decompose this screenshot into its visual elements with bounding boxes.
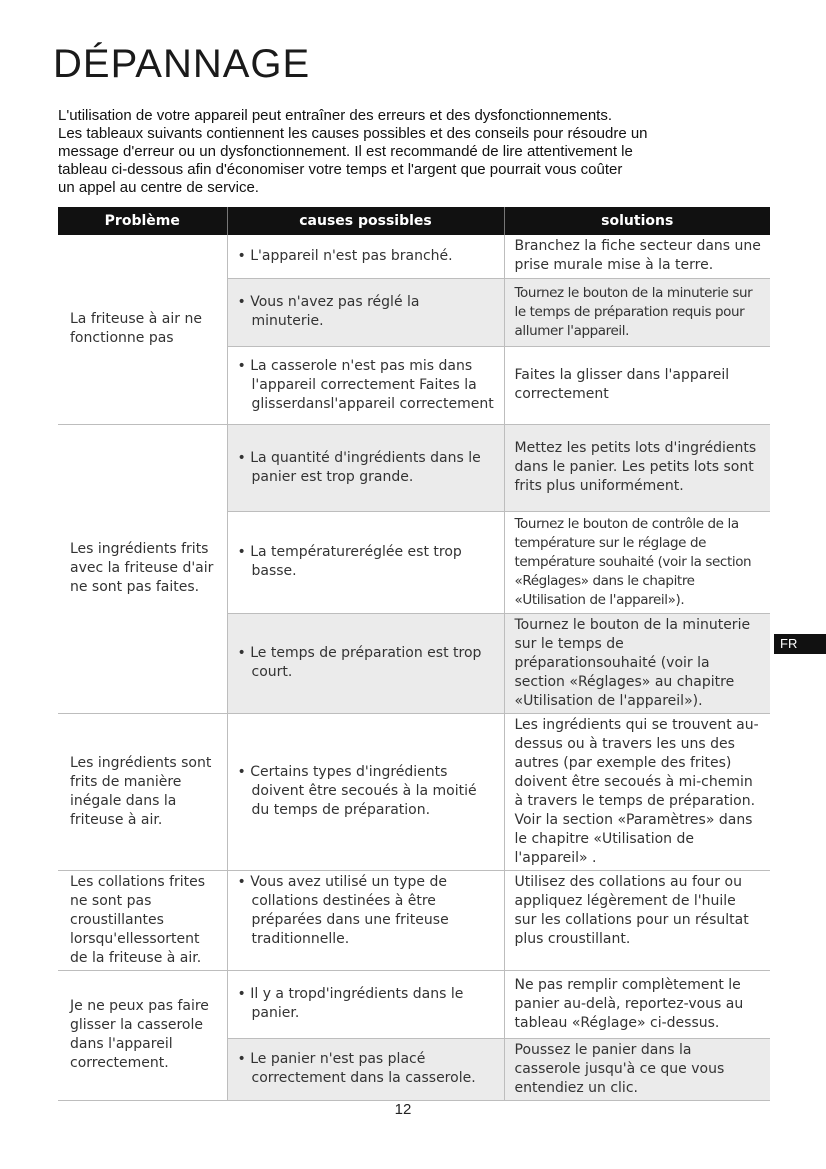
- problem-cell: Les ingrédients sont frits de manière inégale dans la friteuse à air.: [58, 713, 227, 870]
- cause-cell: [227, 613, 504, 713]
- cause-cell: [227, 870, 504, 970]
- cause-cell: [227, 1038, 504, 1100]
- language-tab: FR: [774, 634, 826, 654]
- table-row: [58, 235, 770, 278]
- cause-text: • Le temps de préparation est trop court.: [238, 644, 495, 682]
- cause-text: • La quantité d'ingrédients dans le panier est trop grande.: [238, 449, 495, 487]
- problem-cell: Les collations frites ne sont pas croustillantes lorsqu'ellessortent de la friteuse à air.: [58, 870, 227, 970]
- cause-cell: [227, 278, 504, 346]
- cause-cell: [227, 424, 504, 511]
- cause-text: • Le panier n'est pas placé correctement dans la casserole.: [238, 1050, 495, 1088]
- table-row: [58, 713, 770, 870]
- page-title: DÉPANNAGE: [53, 42, 311, 86]
- solution-cell: Mettez les petits lots d'ingrédients dans le panier. Les petits lots sont frits plus uniformément.: [504, 424, 770, 511]
- cause-text: • L'appareil n'est pas branché.: [238, 247, 495, 266]
- cause-text: • La températureréglée est trop basse.: [238, 543, 495, 581]
- solution-cell: Tournez le bouton de la minuterie sur le temps de préparation requis pour allumer l'appareil.: [504, 278, 770, 346]
- solution-cell: Faites la glisser dans l'appareil correctement: [504, 346, 770, 424]
- problem-cell: Je ne peux pas faire glisser la casserole dans l'appareil correctement.: [58, 970, 227, 1100]
- header-solutions: solutions: [504, 207, 770, 235]
- solution-cell: Tournez le bouton de contrôle de la température sur le réglage de température souhaité (voir la section «Réglages» dans le chapitre «Utilisation de l'appareil»).: [504, 511, 770, 613]
- problem-cell: Les ingrédients frits avec la friteuse d'air ne sont pas faites.: [58, 424, 227, 713]
- solution-cell: Utilisez des collations au four ou appliquez légèrement de l'huile sur les collations pour un résultat plus croustillant.: [504, 870, 770, 970]
- cause-text: • Il y a tropd'ingrédients dans le panier.: [238, 985, 495, 1023]
- page-number: 12: [394, 1101, 412, 1118]
- header-problem: Problème: [58, 207, 227, 235]
- table-row: [58, 424, 770, 511]
- cause-text: • Vous avez utilisé un type de collations destinées à être préparées dans une friteuse traditionnelle.: [238, 873, 495, 949]
- solution-cell: Tournez le bouton de la minuterie sur le temps de préparationsouhaité (voir la section «Réglages» au chapitre «Utilisation de l'appareil»).: [504, 613, 770, 713]
- cause-text: • La casserole n'est pas mis dans l'appareil correctement Faites la glisserdansl'appareil correctement: [238, 357, 495, 414]
- cause-cell: [227, 713, 504, 870]
- header-causes: causes possibles: [227, 207, 504, 235]
- solution-cell: Les ingrédients qui se trouvent au-dessus ou à travers les uns des autres (par exemple des frites) doivent être secoués à mi-chemin à travers le temps de préparation. Voir la section «Paramètres» dans le chapitre «Utilisation de l'appareil» .: [504, 713, 770, 870]
- cause-text: • Vous n'avez pas réglé la minuterie.: [238, 293, 495, 331]
- solution-cell: Poussez le panier dans la casserole jusqu'à ce que vous entendiez un clic.: [504, 1038, 770, 1100]
- table-row: [58, 870, 770, 970]
- cause-cell: [227, 346, 504, 424]
- table-header-row: [58, 207, 770, 235]
- solution-cell: Ne pas remplir complètement le panier au-delà, reportez-vous au tableau «Réglage» ci-dessus.: [504, 970, 770, 1038]
- cause-text: • Certains types d'ingrédients doivent être secoués à la moitié du temps de préparation.: [238, 763, 495, 820]
- intro-paragraph: L'utilisation de votre appareil peut entraîner des erreurs et des dysfonctionnements. Les tableaux suivants contiennent les causes possibles et des conseils pour résoudre un message d'erreur ou un dysfonctionnement. Il est recommandé de lire attentivement le tableau ci-dessous afin d'économiser votre temps et l'argent que pourrait vous coûter un appel au centre de service.: [58, 107, 648, 196]
- problem-cell: La friteuse à air ne fonctionne pas: [58, 235, 227, 424]
- solution-cell: Branchez la fiche secteur dans une prise murale mise à la terre.: [504, 235, 770, 278]
- cause-cell: [227, 511, 504, 613]
- cause-cell: [227, 970, 504, 1038]
- table-row: [58, 970, 770, 1038]
- troubleshooting-table: [58, 207, 770, 1101]
- cause-cell: [227, 235, 504, 278]
